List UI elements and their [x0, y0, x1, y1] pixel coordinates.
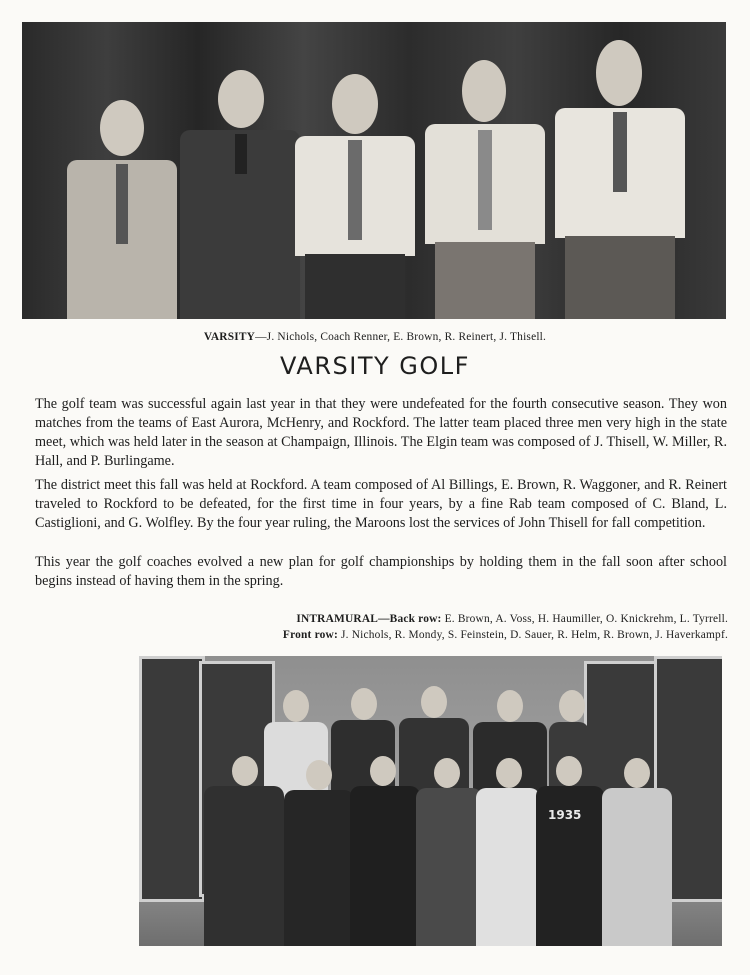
- caption-back-row: E. Brown, A. Voss, H. Haumiller, O. Knickrehm, L. Tyrrell.: [441, 613, 728, 625]
- door: [139, 656, 205, 902]
- caption-label: VARSITY: [203, 331, 256, 343]
- front-row-group: [204, 756, 674, 946]
- sweater-number: 1935: [548, 808, 582, 822]
- caption-front-row: J. Nichols, R. Mondy, S. Feinstein, D. Sauer, R. Helm, R. Brown, J. Haverkampf.: [337, 629, 728, 641]
- intramural-team-photo: [139, 656, 722, 946]
- player-figure: [420, 60, 550, 319]
- player-figure: [62, 100, 182, 319]
- coach-figure: [180, 70, 300, 319]
- caption-names: —J. Nichols, Coach Renner, E. Brown, R. Reinert, J. Thisell.: [255, 331, 547, 343]
- player-figure: [290, 74, 420, 319]
- body-paragraph: The district meet this fall was held at Rockford. A team composed of Al Billings, E. Brown, R. Waggoner, and R. Reinert traveled to Rockford to be defeated, for the first time in four years, by a fine Rab team composed of C. Bland, L. Castiglioni, and G. Wolfley. By the four year ruling, the Maroons lost the services of John Thisell for fall competition.: [35, 477, 727, 531]
- caption-front-label: Front row:: [282, 629, 338, 641]
- intramural-photo-caption: [108, 611, 728, 643]
- body-paragraph: This year the golf coaches evolved a new plan for golf championships by holding them in the fall soon after school begins instead of having them in the spring.: [35, 554, 727, 589]
- varsity-photo-caption: [0, 331, 750, 343]
- player-figure: [550, 40, 690, 319]
- body-paragraph: The golf team was successful again last year in that they were undefeated for the fourth consecutive season. They won matches from the teams of East Aurora, McHenry, and Rockford. The latter team placed three men very high in the state meet, which was held later in the season at Champaign, Illinois. The Elgin team was composed of J. Thisell, W. Miller, R. Hall, and P. Burlingame.: [35, 396, 727, 469]
- caption-label: INTRAMURAL—Back row:: [296, 613, 442, 625]
- page-title: VARSITY GOLF: [280, 352, 470, 380]
- varsity-team-photo: [22, 22, 726, 319]
